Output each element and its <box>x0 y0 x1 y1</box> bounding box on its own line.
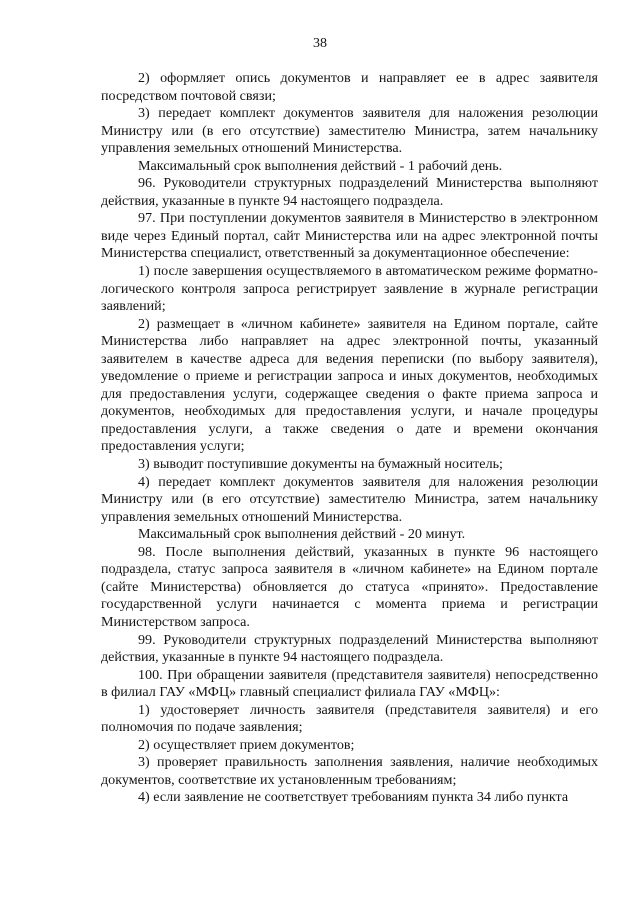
paragraph-99: 99. Руководители структурных подразделений Министерства выполняют действия, указанные в пункте 94 настоящего подраздела. <box>101 631 598 666</box>
paragraph-98: 98. После выполнения действий, указанных в пункте 96 настоящего подраздела, статус запроса заявителя в «личном кабинете» на Едином портале (сайте Министерства) обновляется до статуса «принято». Предоставление государственной услуги начинается с момента приема и регистрации Министерством запроса. <box>101 543 598 630</box>
paragraph-100-item-4: 4) если заявление не соответствует требованиям пункта 34 либо пункта <box>138 789 569 806</box>
paragraph-deadline-20-min: Максимальный срок выполнения действий - 20 минут. <box>138 526 466 543</box>
paragraph-97: 97. При поступлении документов заявителя в Министерство в электронном виде через Единый портал, сайт Министерства или на адрес электронной почты Министерства специалист, ответственный за документационное обеспечение: <box>101 210 598 262</box>
document-body <box>101 70 598 807</box>
paragraph-deadline-1-day: Максимальный срок выполнения действий - 1 рабочий день. <box>138 157 503 174</box>
paragraph-item-2-opis: 2) оформляет опись документов и направляет ее в адрес заявителя посредством почтовой связи; <box>101 70 598 104</box>
page-number: 38 <box>313 36 327 51</box>
paragraph-item-3-resolution: 3) передает комплект документов заявителя для наложения резолюции Министру или (в его отсутствие) заместителю Министра, затем начальнику управления земельных отношений Министерства. <box>101 105 598 157</box>
paragraph-100-item-2: 2) осуществляет прием документов; <box>138 736 355 753</box>
paragraph-97-item-4: 4) передает комплект документов заявителя для наложения резолюции Министру или (в его отсутствие) заместителю Министра, затем начальнику управления земельных отношений Министерства. <box>101 473 598 525</box>
paragraph-96: 96. Руководители структурных подразделений Министерства выполняют действия, указанные в пункте 94 настоящего подраздела. <box>101 175 598 209</box>
paragraph-97-item-3: 3) выводит поступившие документы на бумажный носитель; <box>138 456 503 473</box>
paragraph-100-item-3: 3) проверяет правильность заполнения заявления, наличие необходимых документов, соответствие их установленным требованиям; <box>101 754 598 788</box>
paragraph-97-item-1: 1) после завершения осуществляемого в автоматическом режиме форматно-логического контроля запроса регистрирует заявление в журнале регистрации заявлений; <box>101 263 598 315</box>
paragraph-100-item-1: 1) удостоверяет личность заявителя (представителя заявителя) и его полномочия по подаче заявления; <box>101 701 598 736</box>
paragraph-97-item-2: 2) размещает в «личном кабинете» заявителя на Едином портале, сайте Министерства либо направляет на адрес электронной почты, указанный заявителем в качестве адреса для ведения переписки (по выбору заявителя), уведомление о приеме и регистрации запроса и иных документов, необходимых для предоставления услуги, содержащее сведения о факте приема запроса и документов, необходимых для предоставления услуги, и начале процедуры предоставления услуги, а также сведения о дате и времени окончания предоставления услуги; <box>101 315 598 455</box>
paragraph-100: 100. При обращении заявителя (представителя заявителя) непосредственно в филиал ГАУ «МФЦ» главный специалист филиала ГАУ «МФЦ»: <box>101 666 598 701</box>
